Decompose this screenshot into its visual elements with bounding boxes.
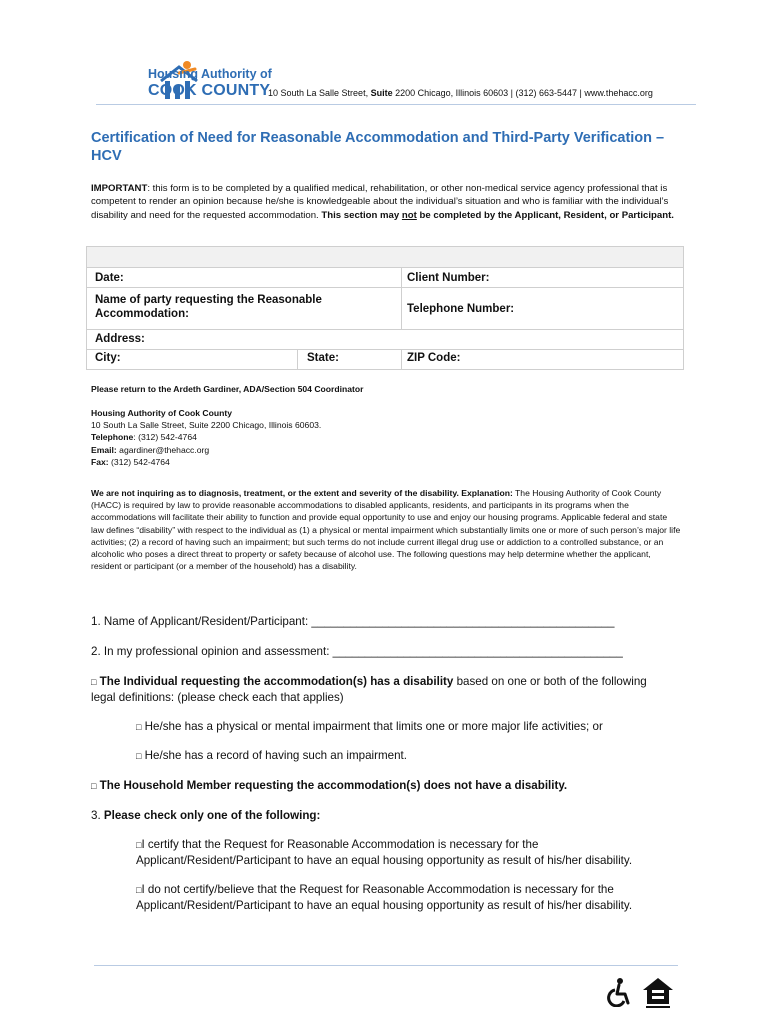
header-contact: 10 South La Salle Street, Suite 2200 Chicago, Illinois 60603 | (312) 663-5447 | www.thehacc.org [268,88,653,98]
equal-housing-opportunity-icon [640,974,676,1010]
certify-option[interactable]: □I certify that the Request for Reasonable Accommodation is necessary for the Applicant/Resident/Participant to have an equal housing opportunity as result of his/her disability. [136,838,633,868]
org-name-line2: COOK COUNTY [148,82,271,99]
city-field[interactable]: City: [95,352,121,364]
intro-paragraph: IMPORTANT: this form is to be completed by a qualified medical, rehabilitation, or other non-medical service agency professional that is competent to render an opinion because he/she is knowledgeable about the individual’s situation and who is familiar with the individual’s disability and need for the requested accommodation. This section may not be completed by the Applicant, Resident, or Participant. [91,183,674,221]
checkbox-icon[interactable]: □ [136,751,142,761]
document-title: Certification of Need for Reasonable Accommodation and Third-Party Verification – HCV [91,130,665,164]
question-1-name[interactable]: 1. Name of Applicant/Resident/Participant: _______________________________________________ [91,615,615,628]
state-field[interactable]: State: [307,352,339,364]
coordinator-contact [91,407,491,468]
checkbox-icon[interactable]: □ [136,885,142,895]
contact-telephone: Telephone: (312) 542-4764 [91,432,197,443]
requesting-party-field[interactable]: Name of party requesting the Reasonable Accommodation: [95,294,322,320]
contact-address: 10 South La Salle Street, Suite 2200 Chicago, Illinois 60603. [91,420,322,431]
question-3-heading: 3. Please check only one of the following: [91,809,321,822]
contact-org: Housing Authority of Cook County [91,408,232,418]
zip-code-field[interactable]: ZIP Code: [407,352,461,364]
question-2-assessment[interactable]: 2. In my professional opinion and assessment: _____________________________________________ [91,645,623,658]
header-divider [96,104,696,105]
not-certify-option[interactable]: □I do not certify/believe that the Request for Reasonable Accommodation is necessary for the Applicant/Resident/Participant to have an equal housing opportunity as result of his/her disability. [136,883,633,913]
client-number-field[interactable]: Client Number: [407,272,490,284]
address-field[interactable]: Address: [95,333,145,345]
form-header-band [87,247,683,267]
return-instruction: Please return to the Ardeth Gardiner, ADA/Section 504 Coordinator [91,384,364,394]
individual-disability-option[interactable]: □ The Individual requesting the accommodation(s) has a disability based on one or both of the following legal definitions: (please check each that applies) [91,675,647,705]
physical-impairment-option[interactable]: □ He/she has a physical or mental impairment that limits one or more major life activities; or [136,720,603,733]
footer-divider [94,965,678,966]
contact-email: Email: agardiner@thehacc.org [91,444,210,455]
household-no-disability-option[interactable]: □ The Household Member requesting the accommodation(s) does not have a disability. [91,779,568,792]
checkbox-icon[interactable]: □ [136,840,142,850]
checkbox-icon[interactable]: □ [136,722,142,732]
disability-notice: We are not inquiring as to diagnosis, treatment, or the extent and severity of the disability. Explanation: The Housing Authority of Cook County (HACC) is required by law to provide reasonable accommodations to disabled applicants, residents, and participants in its programs when the accommodations will facilitate their ability to function and provide equal opportunity to use and enjoy our housing programs. Applicable federal and state law defines “disability” with respect to the individual as (1) a physical or mental impairment which substantially limits one or more of such person’s major life activities; (2) a record of having such an impairment; but such terms do not include current illegal drug use or addiction to a controlled substance, or an alcoholic who poses a direct threat to property or safety because of alcohol use. The following questions may help determine whether the applicant, resident or participant (or a member of the household) has a disability. [91,488,681,572]
telephone-field[interactable]: Telephone Number: [407,303,515,315]
wheelchair-accessibility-icon [606,977,632,1007]
applicant-info-form [86,246,684,370]
date-field[interactable]: Date: [95,272,124,284]
checkbox-icon[interactable]: □ [91,677,97,687]
org-name-line1: Housing Authority of [148,67,272,81]
checkbox-icon[interactable]: □ [91,781,97,791]
contact-fax: Fax: (312) 542-4764 [91,456,170,467]
impairment-record-option[interactable]: □ He/she has a record of having such an impairment. [136,749,407,762]
